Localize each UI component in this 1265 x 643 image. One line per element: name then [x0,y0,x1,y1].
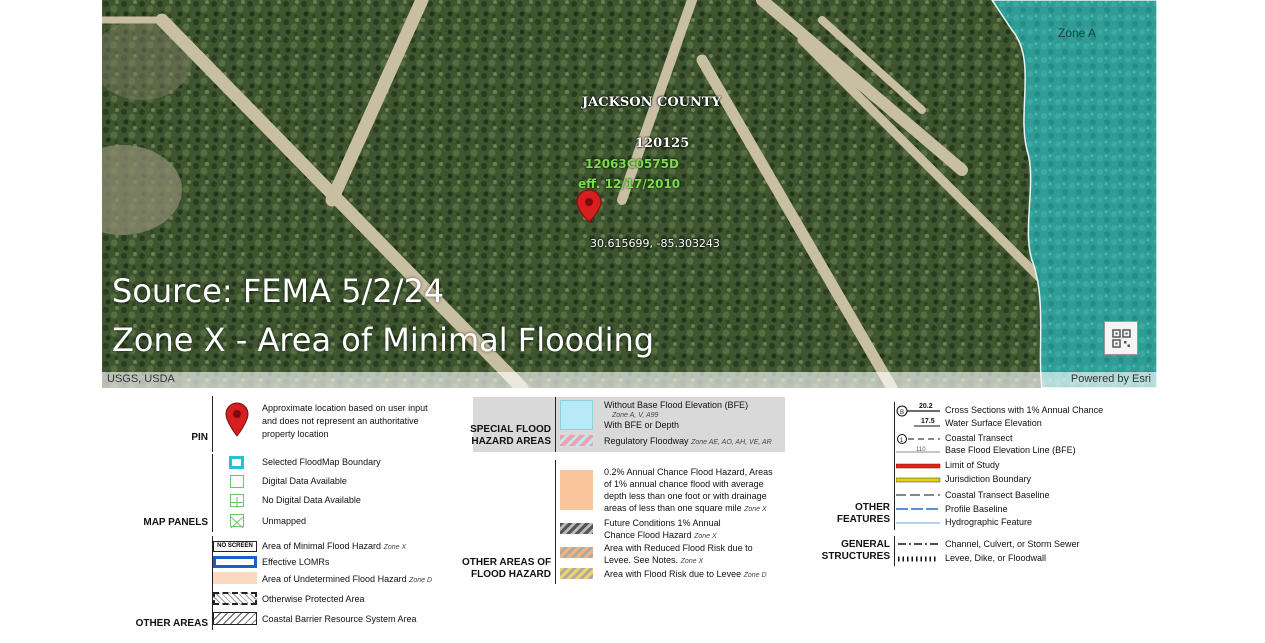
map-panel-item-4: Unmapped [262,516,307,526]
effective-date-label: eff. 12/17/2010 [578,177,681,191]
feature-limit-of-study: Limit of Study [945,460,1000,470]
protected-area-swatch [213,592,257,605]
county-label: JACKSON COUNTY [582,95,721,110]
zone-a-label: Zone A [1058,26,1097,40]
legend-divider [555,397,556,452]
other-area-item-2: Effective LOMRs [262,557,330,567]
structure-levee: Levee, Dike, or Floodwall [945,553,1047,563]
future-line-1: Future Conditions 1% Annual [604,518,721,528]
selected-boundary-swatch [229,456,244,469]
coordinates-label: 30.615699, -85.303243 [590,237,720,250]
legend-pin-icon [224,402,250,438]
map-panel-item-2: Digital Data Available [262,476,347,486]
map-panels-header: MAP PANELS [143,517,208,528]
annual-chance-swatch [560,470,593,510]
bfe-label: Without Base Flood Elevation (BFE) [604,400,749,410]
undetermined-swatch [213,572,257,584]
source-overlay-text: Source: FEMA 5/2/24 [112,272,445,310]
qr-code-icon [1105,322,1137,354]
no-screen-swatch: NO SCREEN [213,541,257,552]
unmapped-swatch [230,514,244,527]
flood-legend [0,388,1265,643]
feature-hydrographic: Hydrographic Feature [945,517,1033,527]
structure-channel: Channel, Culvert, or Storm Sewer [945,539,1080,549]
legend-divider [212,454,213,532]
qr-code-button[interactable] [1104,321,1138,355]
community-id-label: 120125 [635,136,690,151]
svg-text:1: 1 [900,438,904,444]
cbrs-swatch [213,612,257,625]
bfe-line-number: 110 [916,447,926,453]
attribution-bar [102,372,1157,388]
feature-cross-sections: Cross Sections with 1% Annual Chance [945,405,1104,415]
cross-section-number: 20.2 [919,403,933,410]
svg-text:B: B [900,410,905,416]
legend-divider [894,536,895,566]
map-panel-item-3: No Digital Data Available [262,495,361,505]
annual-line-3: depth less than one foot or with drainage [604,491,767,501]
legend-divider [894,402,895,530]
bfe-zone: Zone A, V, A99 [612,412,659,419]
other-flood-header-1: OTHER AREAS OF [462,557,552,568]
annual-line-4: areas of less than one square mile Zone X [604,503,767,513]
general-structures-header-1: GENERAL [841,539,890,550]
levee-risk-label: Area with Flood Risk due to Levee Zone D [604,569,767,579]
feature-wse: Water Surface Elevation [945,418,1042,428]
feature-symbols [896,402,942,532]
feature-bfe-line: Base Flood Elevation Line (BFE) [945,445,1076,455]
lomr-swatch [213,556,257,568]
reduced-line-1: Area with Reduced Flood Risk due to [604,543,753,553]
pin-text-2: and does not represent an authoritative [262,416,419,426]
wse-number: 17.5 [921,418,935,425]
pin-text-1: Approximate location based on user input [262,403,428,413]
legend-divider [212,396,213,452]
attribution-left: USGS, USDA [107,373,175,385]
other-features-header-2: FEATURES [836,514,890,525]
zone-overlay-text: Zone X - Area of Minimal Flooding [112,321,655,359]
digital-data-swatch [230,475,244,488]
bfe-swatch [560,400,593,430]
attribution-right[interactable]: Powered by Esri [1070,373,1151,385]
annual-line-2: of 1% annual chance flood with average [604,479,764,489]
legend-divider [555,460,556,584]
reduced-risk-swatch [560,547,593,558]
other-flood-header-2: FLOOD HAZARD [471,569,551,580]
other-area-item-5: Coastal Barrier Resource System Area [262,614,417,624]
future-conditions-swatch [560,523,593,534]
pin-text-3: property location [262,429,329,439]
special-flood-header-1: SPECIAL FLOOD [470,424,551,435]
with-bfe-label: With BFE or Depth [604,420,680,430]
other-features-header-1: OTHER [855,502,890,513]
special-flood-header-2: HAZARD AREAS [471,436,551,447]
feature-transect-baseline: Coastal Transect Baseline [945,490,1050,500]
map-panel-item-1: Selected FloodMap Boundary [262,457,381,467]
pin-header: PIN [191,432,208,443]
regulatory-floodway-label: Regulatory Floodway Zone AE, AO, AH, VE, AR [604,436,772,446]
flood-map[interactable] [102,0,1157,388]
other-area-item-4: Otherwise Protected Area [262,594,365,604]
general-structures-header-2: STRUCTURES [821,551,890,562]
no-digital-data-swatch [230,494,244,507]
floodway-swatch [560,435,593,446]
structure-symbols [898,538,942,566]
feature-coastal-transect: Coastal Transect [945,433,1013,443]
annual-line-1: 0.2% Annual Chance Flood Hazard, Areas [604,467,773,477]
other-area-item-3: Area of Undetermined Flood Hazard Zone D [262,574,433,584]
feature-jurisdiction: Jurisdiction Boundary [945,474,1032,484]
levee-risk-swatch [560,568,593,579]
other-areas-header: OTHER AREAS [135,618,208,629]
feature-profile-baseline: Profile Baseline [945,504,1008,514]
reduced-line-2: Levee. See Notes. Zone X [604,555,704,565]
other-area-item-1: Area of Minimal Flood Hazard Zone X [262,541,407,551]
future-line-2: Chance Flood Hazard Zone X [604,530,717,540]
panel-id-label: 12063C0575D [585,157,679,171]
